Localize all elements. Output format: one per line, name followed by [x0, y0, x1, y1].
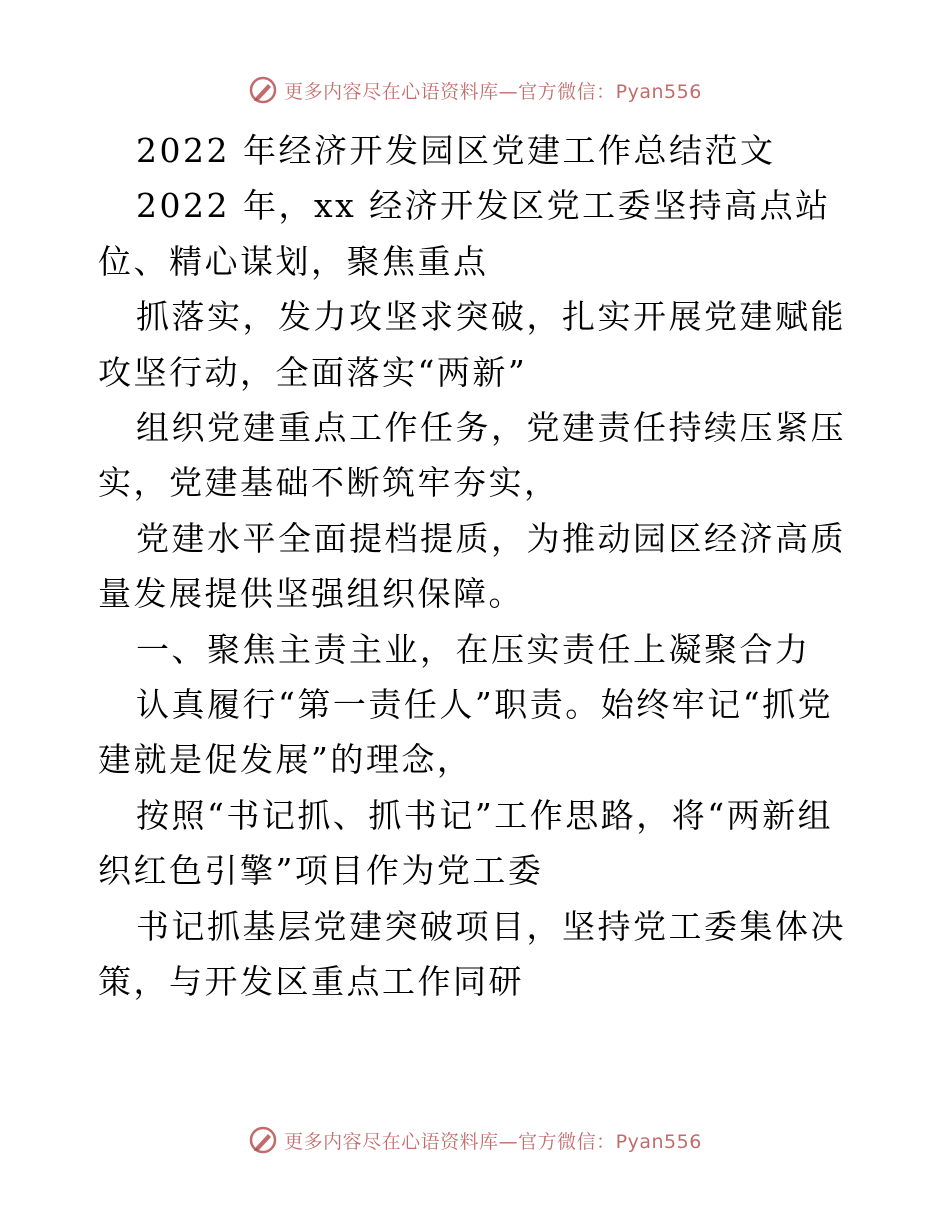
- pen-logo-icon: [248, 75, 278, 105]
- paragraph: 党建水平全面提档提质，为推动园区经济高质量发展提供坚强组织保障。: [98, 518, 846, 614]
- paragraph: 书记抓基层党建突破项目，坚持党工委集体决策，与开发区重点工作同研: [98, 906, 846, 1002]
- header-watermark: [0, 70, 950, 110]
- watermark-text: 更多内容尽在心语资料库—官方微信：Pyan556: [284, 1130, 702, 1153]
- pen-logo-icon: [248, 1125, 278, 1155]
- paragraph: 抓落实，发力攻坚求突破，扎实开展党建赋能攻坚行动，全面落实“两新”: [98, 297, 846, 392]
- paragraph: 组织党建重点工作任务，党建责任持续压紧压实，党建基础不断筑牢夯实，: [98, 408, 846, 503]
- document-body: [98, 123, 858, 1010]
- section-heading: 一、聚焦主责主业，在压实责任上凝聚合力: [136, 629, 811, 669]
- paragraph: 2022 年，xx 经济开发区党工委坚持高点站位、精心谋划，聚焦重点: [98, 186, 831, 281]
- watermark-text: 更多内容尽在心语资料库—官方微信：Pyan556: [284, 80, 702, 103]
- document-title: 2022 年经济开发园区党建工作总结范文: [136, 131, 776, 170]
- footer-watermark: [0, 1120, 950, 1160]
- paragraph: 按照“书记抓、抓书记”工作思路，将“两新组织红色引擎”项目作为党工委: [98, 795, 834, 891]
- paragraph: 认真履行“第一责任人”职责。始终牢记“抓党建就是促发展”的理念，: [98, 685, 834, 780]
